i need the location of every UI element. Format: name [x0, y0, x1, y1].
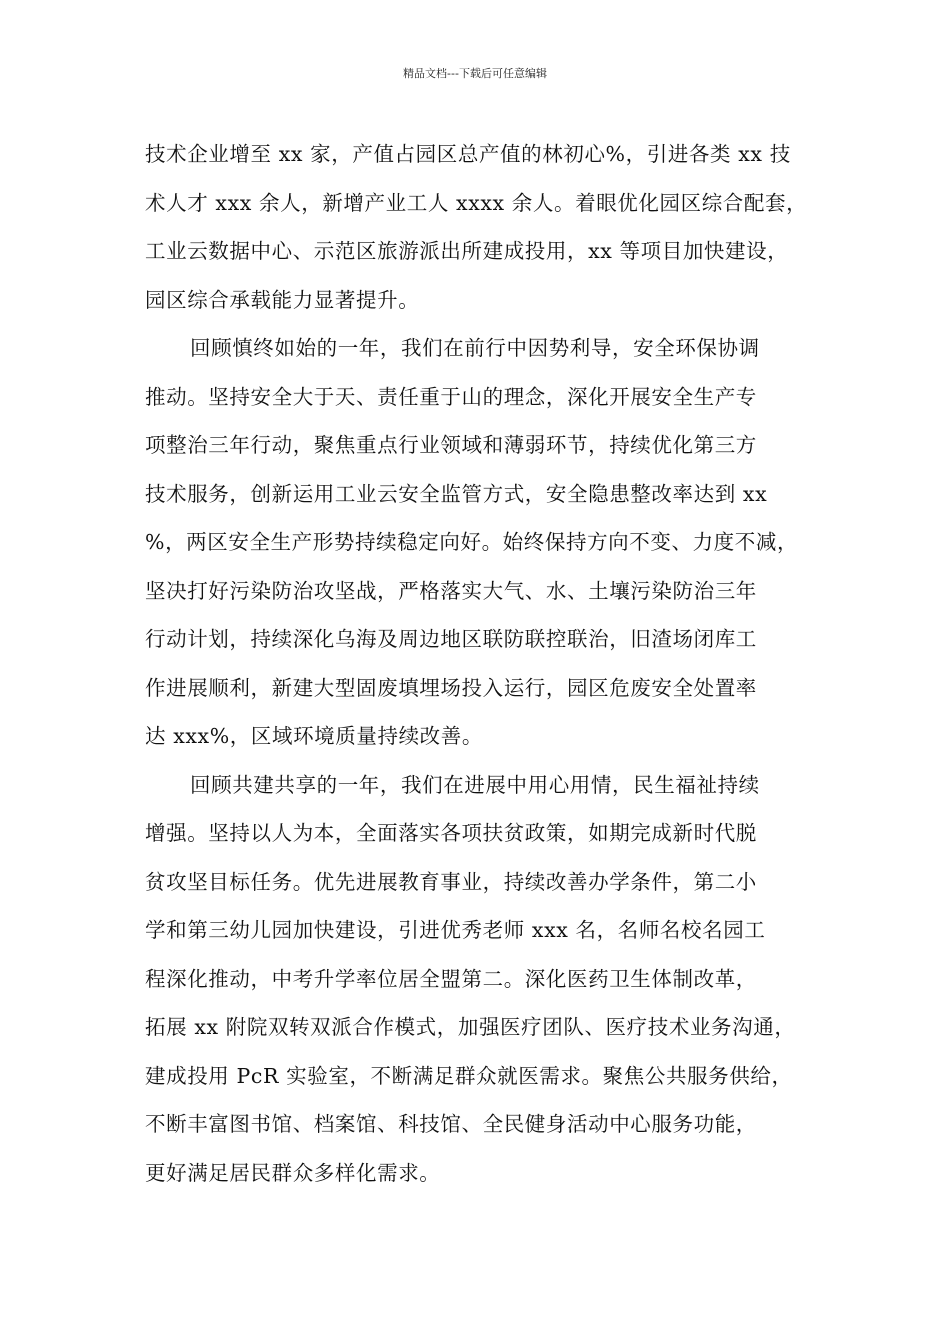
text-line: 工业云数据中心、示范区旅游派出所建成投用，xx 等项目加快建设， — [145, 239, 789, 263]
text-line: 达 xxx%，区域环境质量持续改善。 — [145, 724, 483, 748]
page-header: 精品文档---下载后可任意编辑 — [403, 67, 547, 80]
text-line: %，两区安全生产形势持续稳定向好。始终保持方向不变、力度不减， — [145, 530, 799, 554]
text-line: 程深化推动，中考升学率位居全盟第二。深化医药卫生体制改革， — [145, 966, 757, 991]
text-line: 更好满足居民群众多样化需求。 — [145, 1160, 441, 1185]
text-line: 术人才 xxx 余人，新增产业工人 xxxx 余人。着眼优化园区综合配套， — [145, 190, 808, 215]
text-line: 技术服务，创新运用工业云安全监管方式，安全隐患整改率达到 xx — [145, 481, 768, 506]
text-line: 不断丰富图书馆、档案馆、科技馆、全民健身活动中心服务功能， — [145, 1112, 757, 1136]
text-line: 学和第三幼儿园加快建设，引进优秀老师 xxx 名，名师名校名园工 — [145, 918, 766, 942]
text-line: 推动。坚持安全大于天、责任重于山的理念，深化开展安全生产专 — [145, 384, 757, 409]
document-body — [145, 135, 825, 1202]
text-line: 技术企业增至 xx 家，产值占园区总产值的林初心%，引进各类 xx 技 — [145, 142, 791, 166]
text-line: 回顾共建共享的一年，我们在进展中用心用情，民生福祉持续 — [190, 772, 760, 797]
text-line: 项整治三年行动，聚焦重点行业领域和薄弱环节，持续优化第三方 — [145, 433, 757, 457]
text-line: 回顾慎终如始的一年，我们在前行中因势利导，安全环保协调 — [190, 336, 760, 360]
text-line: 坚决打好污染防治攻坚战，严格落实大气、水、土壤污染防治三年 — [145, 578, 757, 603]
text-line: 作进展顺利，新建大型固废填埋场投入运行，园区危废安全处置率 — [145, 675, 757, 700]
text-line: 园区综合承载能力显著提升。 — [145, 287, 420, 312]
text-line: 贫攻坚目标任务。优先进展教育事业，持续改善办学条件，第二小 — [145, 869, 757, 894]
text-line: 拓展 xx 附院双转双派合作模式，加强医疗团队、医疗技术业务沟通， — [145, 1015, 796, 1039]
text-line: 增强。坚持以人为本，全面落实各项扶贫政策，如期完成新时代脱 — [145, 821, 757, 845]
text-line: 建成投用 PcR 实验室，不断满足群众就医需求。聚焦公共服务供给， — [145, 1063, 793, 1088]
text-line: 行动计划，持续深化乌海及周边地区联防联控联治，旧渣场闭库工 — [145, 627, 757, 651]
